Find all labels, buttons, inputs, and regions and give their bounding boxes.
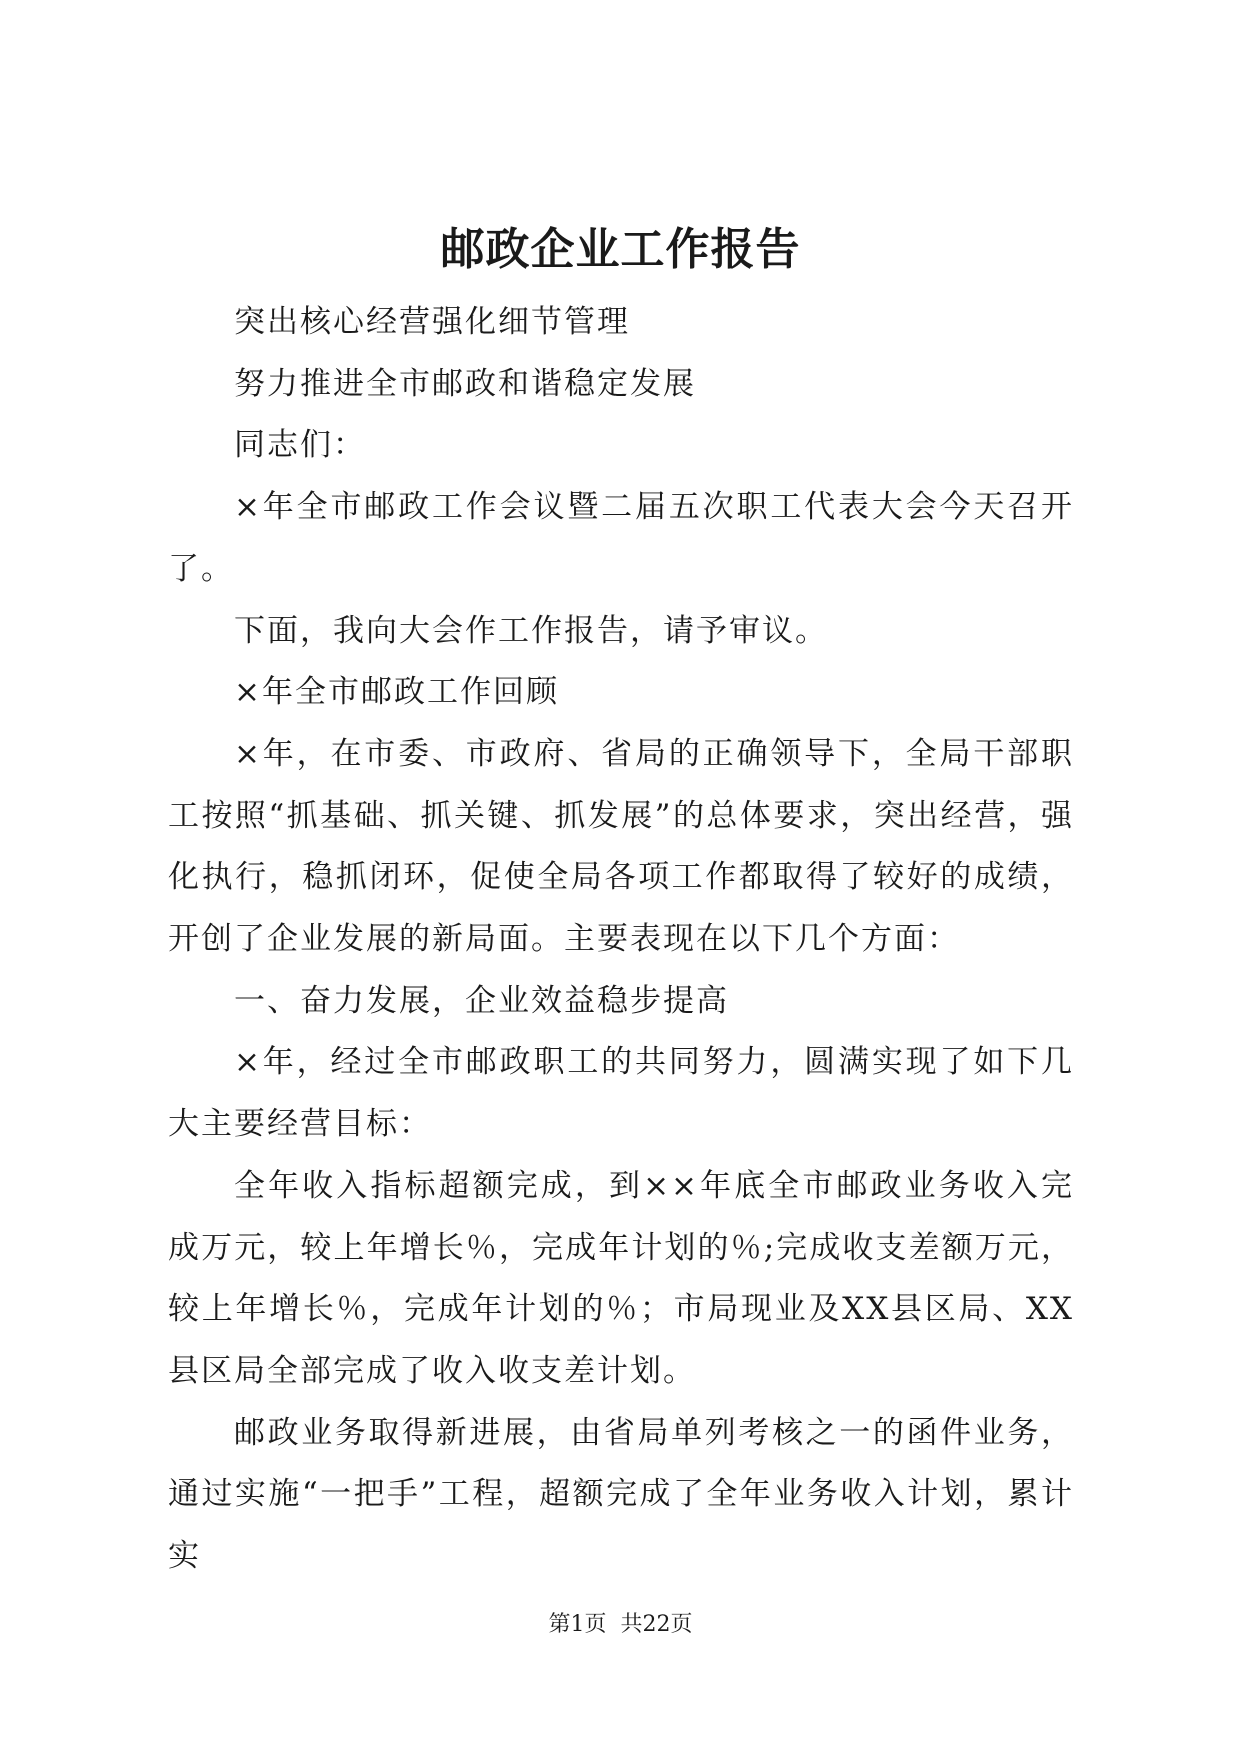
paragraph: ×年，在市委、市政府、省局的正确领导下，全局干部职工按照“抓基础、抓关键、抓发展”的总体要求，突出经营，强化执行，稳抓闭环，促使全局各项工作都取得了较好的成绩，开创了企业发展的新局面。主要表现在以下几个方面：	[168, 735, 1074, 958]
subtitle-line-1: 突出核心经营强化细节管理	[234, 304, 630, 340]
paragraph: 下面，我向大会作工作报告，请予审议。	[234, 612, 828, 649]
page-footer	[0, 1610, 1241, 1640]
page-number: 第1页	[548, 1612, 607, 1637]
section-heading: 一、奋力发展，企业效益稳步提高	[234, 982, 729, 1019]
paragraph: 邮政业务取得新进展，由省局单列考核之一的函件业务，通过实施“一把手”工程，超额完成了全年业务收入计划，累计实	[168, 1414, 1074, 1575]
paragraph: 全年收入指标超额完成，到××年底全市邮政业务收入完成万元，较上年增长％，完成年计划的％;完成收支差额万元，较上年增长％，完成年计划的％；市局现业及XX县区局、XX县区局全部完成了收入收支差计划。	[168, 1167, 1074, 1389]
subtitle-line-2: 努力推进全市邮政和谐稳定发展	[234, 365, 696, 402]
salutation: 同志们：	[234, 427, 366, 464]
section-heading: ×年全市邮政工作回顾	[234, 674, 559, 711]
page-total: 共22页	[620, 1612, 693, 1637]
document-title: 邮政企业工作报告	[440, 224, 801, 275]
paragraph: ×年，经过全市邮政职工的共同努力，圆满实现了如下几大主要经营目标：	[168, 1044, 1074, 1143]
document-body	[168, 292, 1074, 1588]
paragraph: ×年全市邮政工作会议暨二届五次职工代表大会今天召开了。	[168, 489, 1074, 587]
